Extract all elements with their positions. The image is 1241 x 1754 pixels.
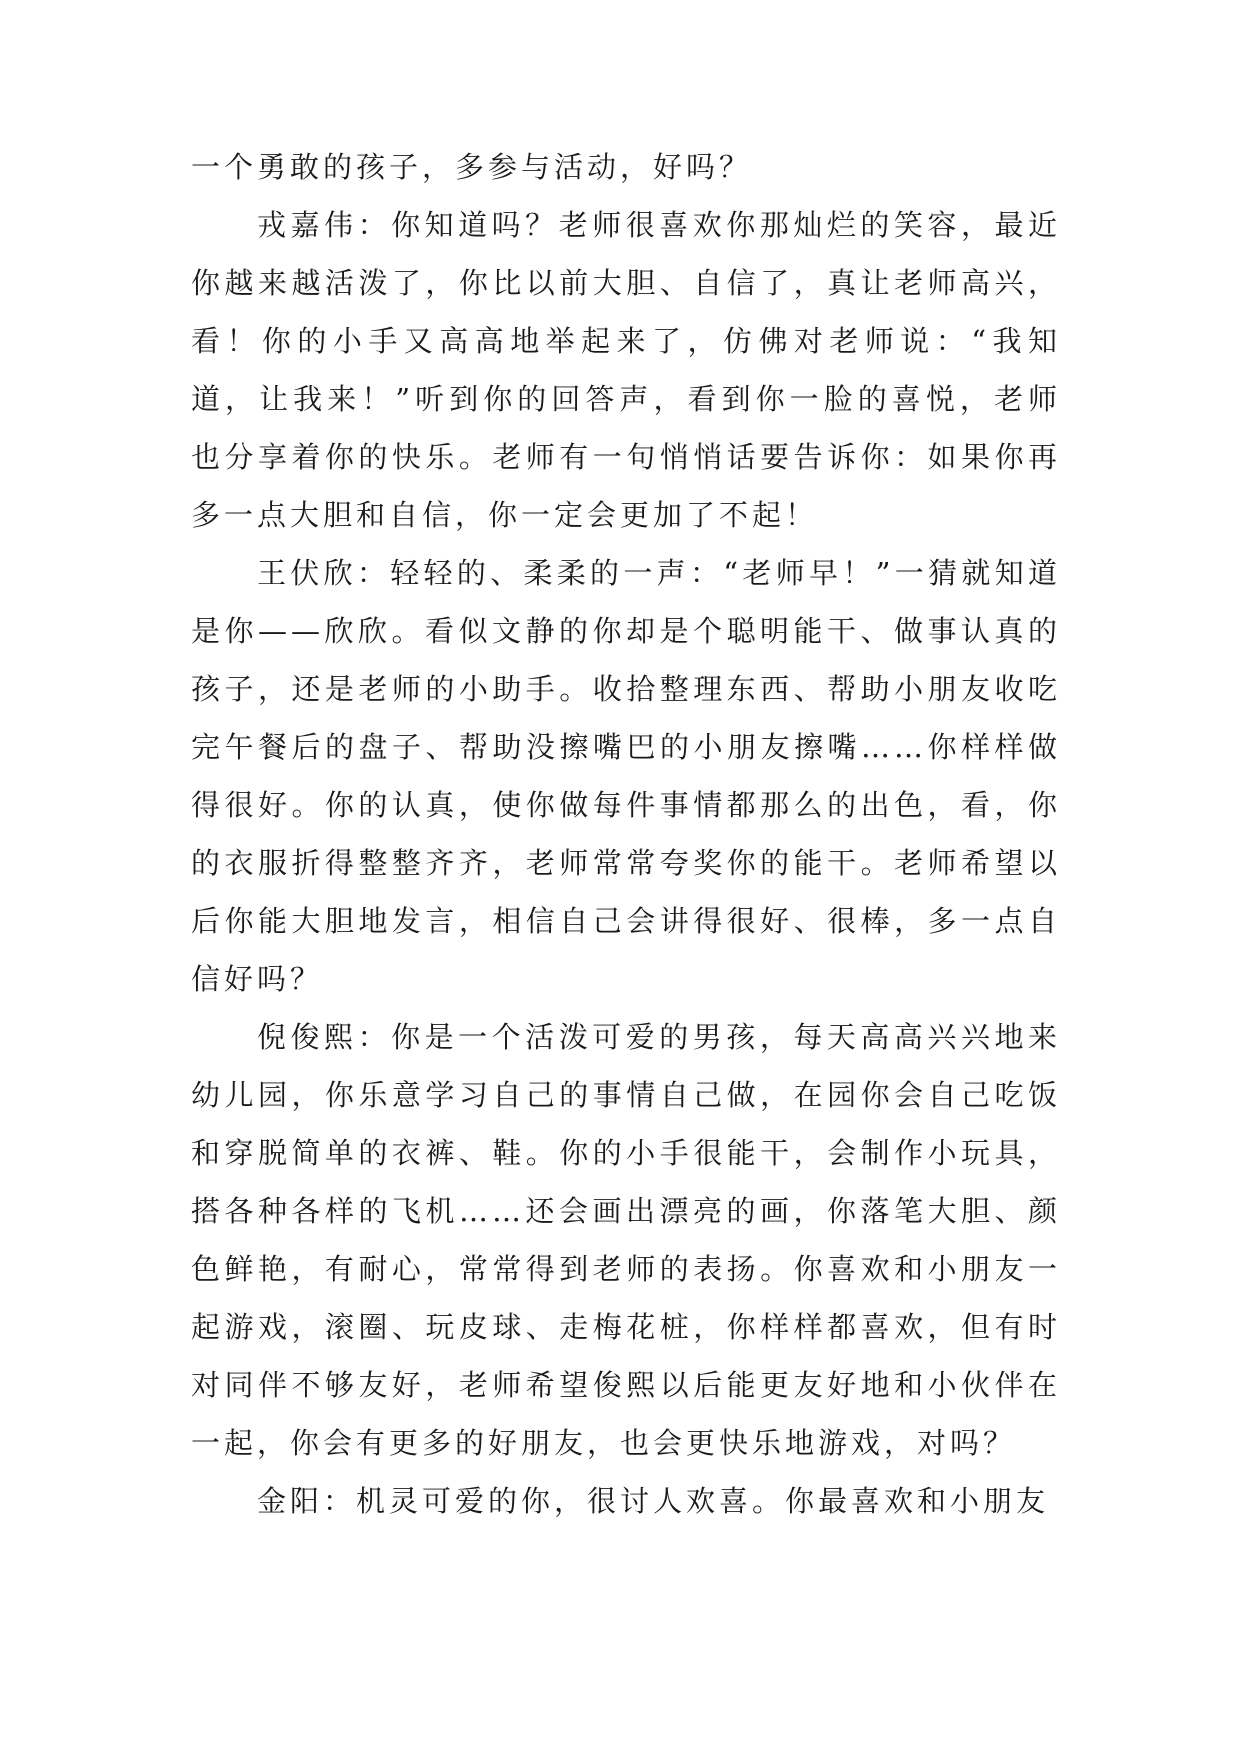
paragraph-wang-fuxin: 王伏欣：轻轻的、柔柔的一声：“老师早！”一猜就知道是你——欣欣。看似文静的你却是个聪明能干、做事认真的孩子，还是老师的小助手。收拾整理东西、帮助小朋友收吃完午餐后的盘子、帮助没擦嘴巴的小朋友擦嘴……你样样做得很好。你的认真，使你做每件事情都那么的出色，看，你的衣服折得整整齐齐，老师常常夸奖你的能干。老师希望以后你能大胆地发言，相信自己会讲得很好、很棒，多一点自信好吗？ — [191, 556, 1061, 996]
paragraph-continuation: 一个勇敢的孩子，多参与活动，好吗？ — [191, 150, 753, 184]
paragraph-jin-yang: 金阳：机灵可爱的你，很讨人欢喜。你最喜欢和小朋友 — [257, 1484, 1050, 1518]
paragraph-rong-jiawei: 戎嘉伟：你知道吗？老师很喜欢你那灿烂的笑容，最近你越来越活泼了，你比以前大胆、自信了，真让老师高兴，看！你的小手又高高地举起来了，仿佛对老师说：“我知道，让我来！”听到你的回答声，看到你一脸的喜悦，老师也分享着你的快乐。老师有一句悄悄话要告诉你：如果你再多一点大胆和自信，你一定会更加了不起！ — [191, 208, 1061, 532]
paragraph-ni-junxi: 倪俊熙：你是一个活泼可爱的男孩，每天高高兴兴地来幼儿园，你乐意学习自己的事情自己做，在园你会自己吃饭和穿脱简单的衣裤、鞋。你的小手很能干，会制作小玩具，搭各种各样的飞机……还会画出漂亮的画，你落笔大胆、颜色鲜艳，有耐心，常常得到老师的表扬。你喜欢和小朋友一起游戏，滚圈、玩皮球、走梅花桩，你样样都喜欢，但有时对同伴不够友好，老师希望俊熙以后能更友好地和小伙伴在一起，你会有更多的好朋友，也会更快乐地游戏，对吗？ — [191, 1020, 1061, 1460]
document-page — [191, 138, 1061, 1530]
